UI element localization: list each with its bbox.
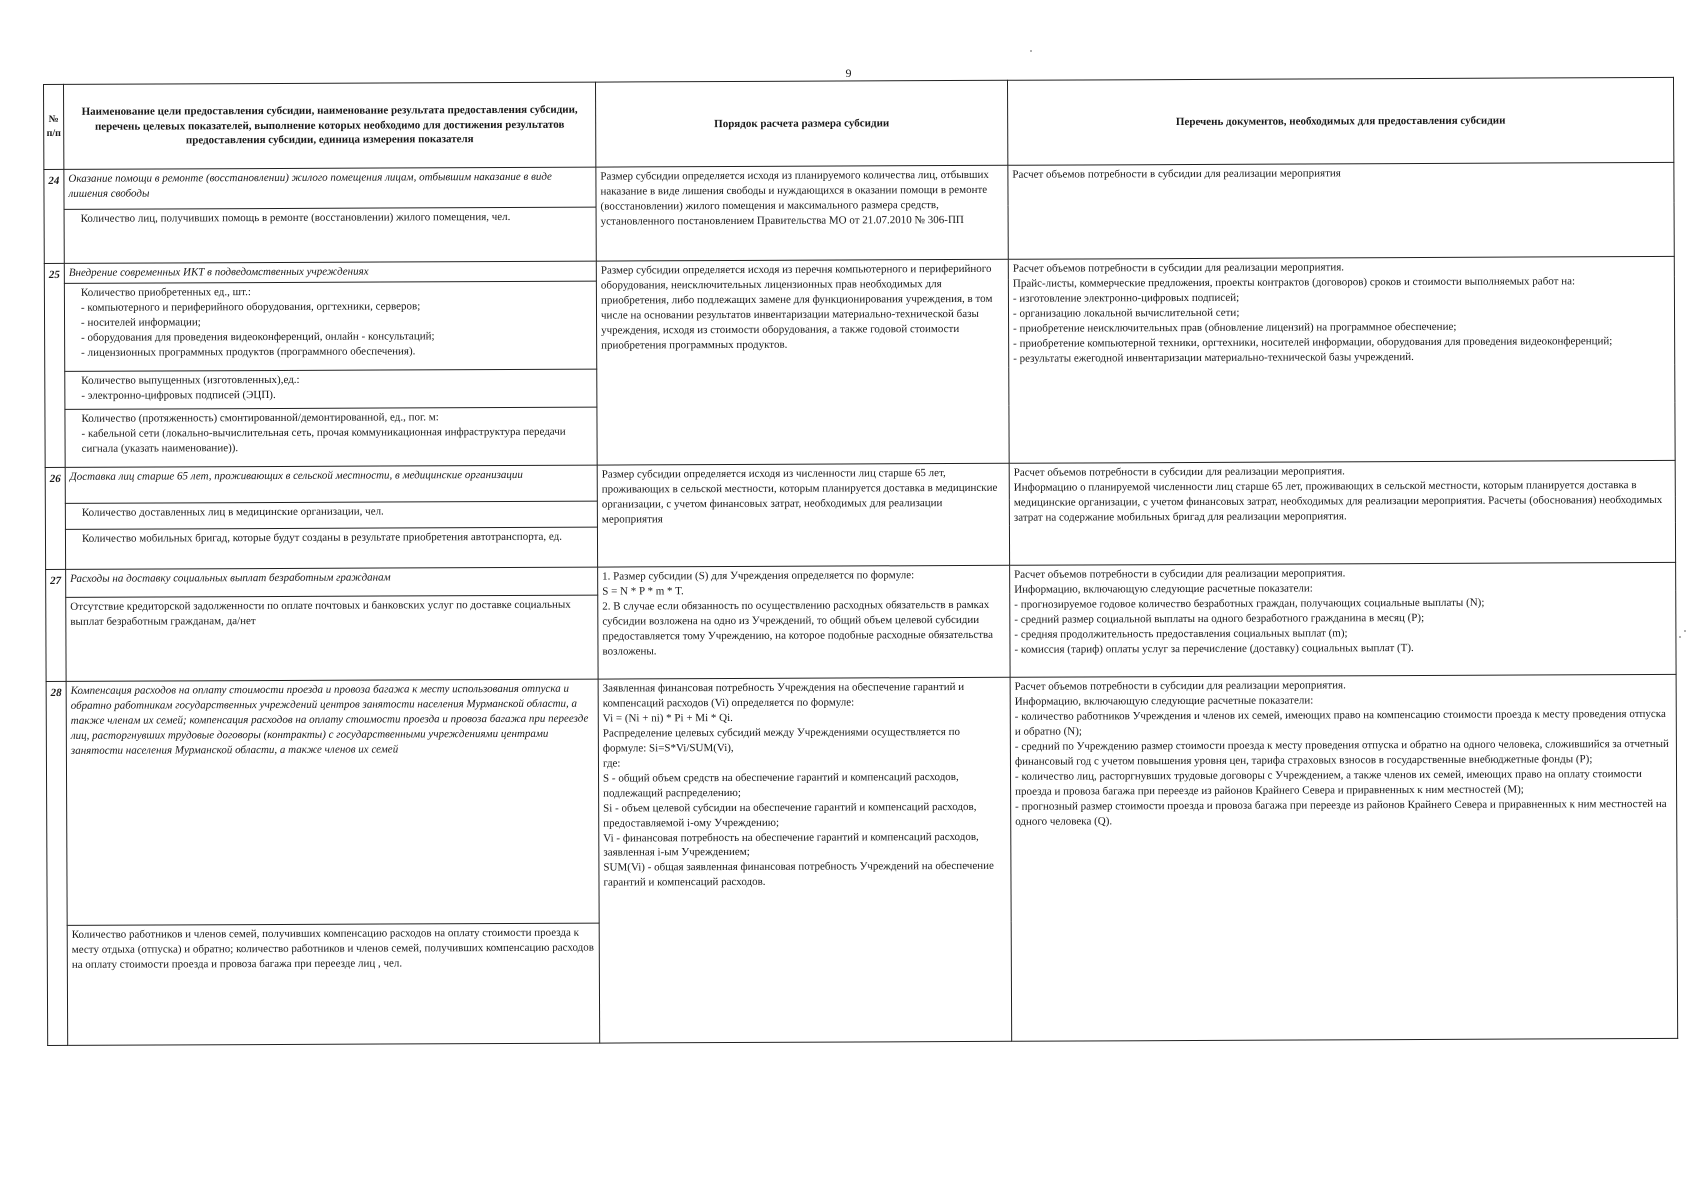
table-header-row [44, 77, 1674, 169]
row-indicator: Количество работников и членов семей, получивших компенсацию расходов на оплату стоимости проезда к месту отдыха (отпуска) и обратно; количество работников и членов семей, получивших компенсацию расходов на оплату стоимости проезда и провоза багажа при переезде лиц , чел. [67, 923, 600, 1045]
row-indicator: Количество мобильных бригад, которые будут созданы в результате приобретения автотранспорта, ед. [65, 527, 597, 569]
row-calc: Размер субсидии определяется исходя из перечня компьютерного и периферийного оборудования, неисключительных лицензионных прав необходимых для приобретения, либо подлежащих замене для функционирования учреждения, в том числе на основании результатов инвентаризации материально-технической базы учреждения, исходя из стоимости оборудования, а также годовой стоимости приобретения программных продуктов. [596, 259, 1009, 465]
row-goal: Внедрение современных ИКТ в подведомственных учреждениях [64, 261, 596, 283]
row-goal: Доставка лиц старше 65 лет, проживающих в сельской местности, в медицинские организации [65, 465, 597, 503]
row-goal: Расходы на доставку социальных выплат безработным гражданам [66, 567, 598, 597]
row-goal: Оказание помощи в ремонте (восстановлении) жилого помещения лицам, отбывшим наказание в виде лишения свободы [64, 167, 596, 209]
header-name: Наименование цели предоставления субсидии, наименование результата предоставления субсидии, перечень целевых показателей, выполнение которых необходимо для достижения результатов предоставления субсидии, единица измерения показателя [64, 82, 596, 169]
scan-speck [1684, 630, 1686, 632]
table-row [46, 562, 1676, 597]
row-docs: Расчет объемов потребности в субсидии для реализации мероприятия. Прайс-листы, коммерческие предложения, проекты контрактов (договоров) сроков и стоимости выполняемых работ на: - изготовление электронно-цифровых подписей; - организацию локальной вычислительной сети; - приобретение неисключительных прав (обновление лицензий) на программное обеспечение; - приобретение компьютерной техники, оргтехники, носителей информации, оборудования для проведения видеоконференций; - результаты ежегодной инвентаризации материально-технической базы учреждений. [1008, 256, 1675, 463]
row-number: 24 [44, 169, 64, 263]
row-indicator: Отсутствие кредиторской задолженности по оплате почтовых и банковских услуг по доставке социальных выплат безработным гражданам, да/нет [66, 595, 598, 681]
table-row [44, 162, 1674, 209]
row-indicator: Количество (протяженность) смонтированной/демонтированной, ед., пог. м: - кабельной сети (локально-вычислительная сеть, прочая коммуникационная инфраструктура передачи сигнала (указать наименование)). [65, 407, 597, 467]
row-docs: Расчет объемов потребности в субсидии для реализации мероприятия. Информацию, включающую следующие расчетные показатели: - количество работников Учреждения и членов их семей, имеющих право на компенсацию стоимости проезда к месту проведения отпуска и обратно (N); - средний по Учреждению размер стоимости проезда к месту проведения отпуска и обратно на одного человека, сложившийся за отчетный финансовый год с учетом повышения уровня цен, тарифа страховых взносов в государственные внебюджетные фонды (P); - количество лиц, расторгнувших трудовые договоры с Учреждением, а также членов их семей, имеющих право на оплату стоимости проезда и провоза багажа при переезде из районов Крайнего Севера и приравненных к ним местностей (M); - прогнозный размер стоимости проезда и провоза багажа при переезде из районов Крайнего Севера и приравненных к ним местностей на одного человека (Q). [1010, 674, 1678, 1041]
scan-speck [1679, 636, 1681, 638]
header-docs: Перечень документов, необходимых для предоставления субсидии [1007, 77, 1673, 165]
table-row [46, 674, 1677, 925]
scan-speck [1030, 50, 1032, 52]
row-number: 25 [44, 263, 65, 467]
row-calc: Размер субсидии определяется исходя из численности лиц старше 65 лет, проживающих в сельской местности, которым планируется доставка в медицинские организации, с учетом финансовых затрат, необходимых для реализации мероприятия [597, 463, 1009, 567]
row-goal: Компенсация расходов на оплату стоимости проезда и провоза багажа к месту использования отпуска и обратно работникам государственных учреждений центров занятости населения Мурманской области, а также членам их семей; компенсация расходов на оплату стоимости проезда и провоза багажа при переезде лиц, расторгнувших трудовые договоры (контракты) с государственными учреждениями центрами занятости населения Мурманской области, а также членов их семей [66, 679, 599, 925]
row-number: 27 [46, 569, 66, 681]
row-calc: Заявленная финансовая потребность Учреждения на обеспечение гарантий и компенсаций расходов (Vi) определяется по формуле: Vi = (Ni + ni) * Pi + Mi * Qi. Распределение целевых субсидий между Учреждениями осуществляется по формуле: Si=S*Vi/SUM(Vi), где: S - общий объем средств на обеспечение гарантий и компенсаций расходов, подлежащий распределению; Si - объем целевой субсидии на обеспечение гарантий и компенсаций расходов, предоставляемой i-ому Учреждению; Vi - финансовая потребность на обеспечение гарантий и компенсаций расходов, заявленная i-ым Учреждением; SUM(Vi) - общая заявленная финансовая потребность Учреждений на обеспечение гарантий и компенсаций расходов. [598, 677, 1012, 1043]
header-num: № п/п [44, 84, 64, 169]
row-number: 26 [45, 467, 65, 569]
row-indicator: Количество приобретенных ед., шт.: - компьютерного и периферийного оборудования, оргтехники, серверов; - носителей информации; - оборудования для проведения видеоконференций, онлайн - консультаций; - лицензионных программных продуктов (программного обеспечения). [64, 281, 596, 371]
row-calc: Размер субсидии определяется исходя из планируемого количества лиц, отбывших наказание в виде лишения свободы и нуждающихся в оказании помощи в ремонте (восстановлении) жилого помещения и максимального размера средств, установленного постановлением Правительства МО от 21.07.2010 № 306-ПП [596, 165, 1008, 261]
header-calc: Порядок расчета размера субсидии [595, 80, 1007, 167]
page-number: 9 [845, 66, 852, 80]
row-docs: Расчет объемов потребности в субсидии для реализации мероприятия [1008, 162, 1674, 259]
table-row [45, 460, 1675, 503]
row-number: 28 [46, 681, 68, 1045]
row-docs: Расчет объемов потребности в субсидии для реализации мероприятия. Информацию, включающую следующие расчетные показатели: - прогнозируемое годовое количество безработных граждан, получающих социальные выплаты (N); - средний размер социальной выплаты на одного безработного гражданина в месяц (P); - средняя продолжительность предоставления социальных выплат (m); - комиссия (тариф) оплаты услуг за перечисление (доставку) социальных выплат (T). [1010, 562, 1676, 677]
subsidy-table [43, 77, 1678, 1046]
row-indicator: Количество выпущенных (изготовленных),ед.: - электронно-цифровых подписей (ЭЦП). [65, 369, 597, 409]
row-indicator: Количество доставленных лиц в медицинские организации, чел. [65, 501, 597, 529]
row-docs: Расчет объемов потребности в субсидии для реализации мероприятия. Информацию о планируемой численности лиц старше 65 лет, проживающих в сельской местности, которым планируется доставка в медицинские организации, с учетом финансовых затрат, необходимых для реализации мероприятия. Расчеты (обоснования) необходимых затрат на содержание мобильных бригад для реализации мероприятия. [1009, 460, 1675, 565]
row-indicator: Количество лиц, получивших помощь в ремонте (восстановлении) жилого помещения, чел. [64, 207, 596, 263]
row-calc: 1. Размер субсидии (S) для Учреждения определяется по формуле: S = N * P * m * T. 2. В случае если обязанность по осуществлению расходных обязательств в рамках субсидии возложена на одно из Учреждений, то общий объем целевой субсидии предоставляется тому Учреждению, на которое подобные расходные обязательства возложены. [598, 565, 1010, 679]
